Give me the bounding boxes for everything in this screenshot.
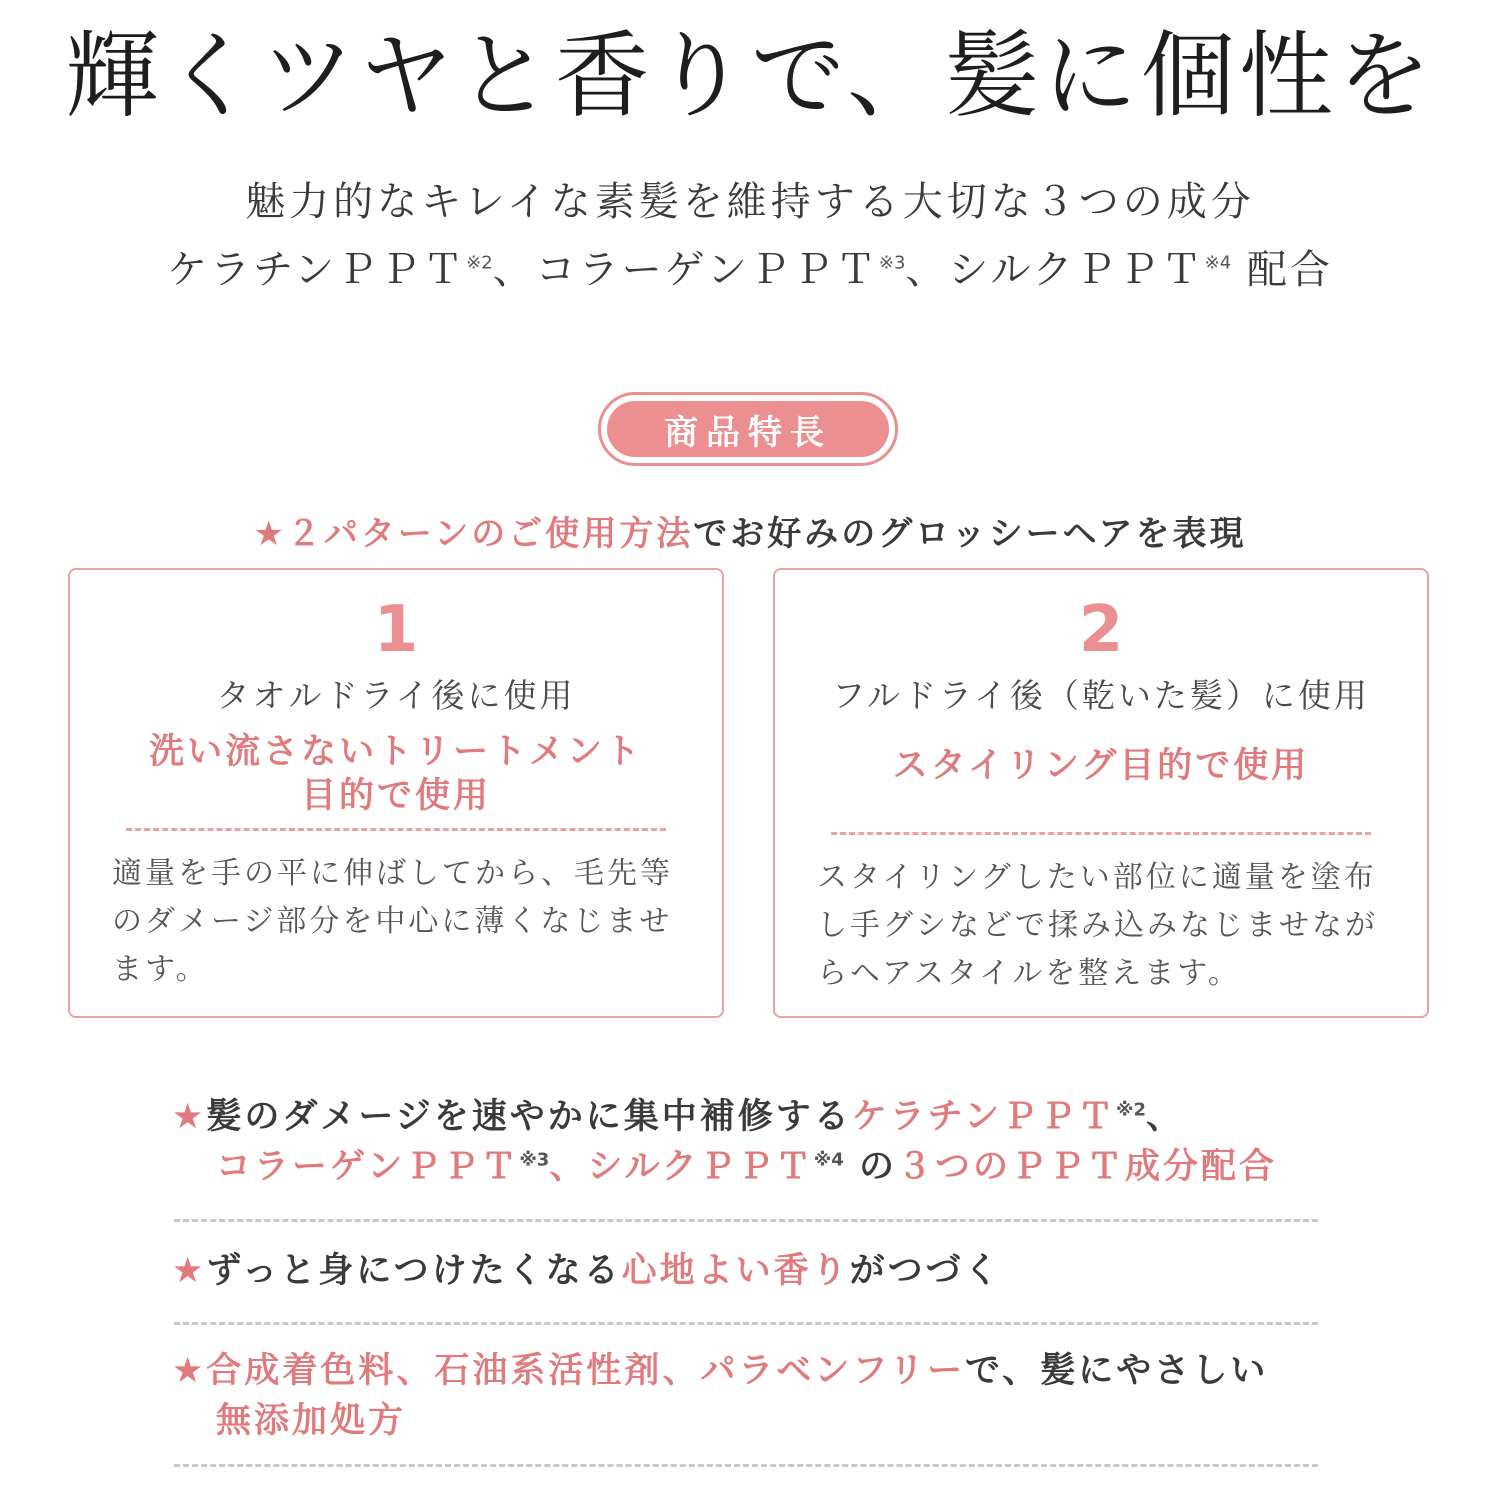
blend-label: 配合 xyxy=(1231,247,1333,293)
ingredient-collagen: コラーゲンＰＰＴ xyxy=(535,247,879,293)
dashed-divider xyxy=(831,832,1371,835)
footnote-mark: ※2 xyxy=(466,252,493,274)
usage-intro-highlight: ２パターンのご使用方法 xyxy=(286,514,694,554)
feature-item-scent xyxy=(172,1246,1332,1296)
usage-number: 2 xyxy=(1078,593,1124,667)
feature-text: 髪のダメージを速やかに集中補修する xyxy=(206,1097,852,1137)
usage-purpose xyxy=(70,730,722,818)
dashed-divider xyxy=(174,1219,1318,1222)
usage-description: 適量を手の平に伸ばしてから、毛先等のダメージ部分を中心に薄くなじませます。 xyxy=(112,856,673,987)
feature-text: で、髪にやさしい xyxy=(965,1351,1269,1391)
dashed-divider xyxy=(174,1322,1318,1325)
separator: 、 xyxy=(905,247,949,293)
feature-highlight: 心地よい香り xyxy=(621,1251,850,1291)
feature-item-ppt xyxy=(172,1092,1332,1192)
usage-description: スタイリングしたい部位に適量を塗布し手グシなどで揉み込みなじませながらヘアスタイルを整えます。 xyxy=(817,860,1378,991)
feature-text: ずっと身につけたくなる xyxy=(206,1251,622,1291)
feature-highlight: 合成着色料、石油系活性剤、パラベンフリー xyxy=(206,1351,965,1391)
usage-purpose-line: 洗い流さないトリートメント xyxy=(149,732,643,772)
usage-condition: フルドライ後（乾いた髪）に使用 xyxy=(832,676,1370,715)
feature-highlight: ケラチンＰＰＴ xyxy=(851,1097,1116,1137)
dashed-divider xyxy=(126,828,666,831)
footnote-mark: ※4 xyxy=(1204,252,1232,274)
usage-card-1 xyxy=(68,568,724,1018)
footnote-mark: ※3 xyxy=(878,252,906,274)
separator: 、 xyxy=(1146,1097,1185,1137)
feature-item-additive-free xyxy=(172,1346,1332,1446)
product-features-badge xyxy=(598,392,898,466)
star-icon: ★ xyxy=(172,1351,207,1391)
usage-purpose-line: 目的で使用 xyxy=(300,776,491,816)
dashed-divider xyxy=(174,1464,1318,1467)
usage-intro-text: でお好みのグロッシーヘアを表現 xyxy=(693,514,1247,554)
usage-purpose: スタイリング目的で使用 xyxy=(892,746,1310,786)
footnote-mark: ※3 xyxy=(519,1149,550,1171)
footnote-mark: ※2 xyxy=(1115,1099,1146,1121)
footnote-mark: ※4 xyxy=(813,1149,844,1171)
feature-highlight: 無添加処方 xyxy=(216,1401,407,1441)
headline: 輝くツヤと香りで、髪に個性を xyxy=(64,22,1436,131)
usage-intro xyxy=(0,506,1500,555)
feature-continuation xyxy=(172,1142,1332,1192)
feature-highlight: 、シルクＰＰＴ xyxy=(549,1147,814,1187)
feature-highlight: コラーゲンＰＰＴ xyxy=(216,1147,520,1187)
star-icon: ★ xyxy=(253,514,287,554)
ingredient-silk: シルクＰＰＴ xyxy=(948,247,1205,293)
usage-card-2 xyxy=(773,568,1429,1018)
feature-text: がつづく xyxy=(849,1251,1002,1291)
feature-text: の xyxy=(843,1147,897,1187)
ingredient-keratin: ケラチンＰＰＴ xyxy=(167,247,467,293)
usage-number: 1 xyxy=(373,593,419,667)
usage-condition: タオルドライ後に使用 xyxy=(216,676,576,715)
feature-highlight: ３つのＰＰＴ成分配合 xyxy=(897,1147,1278,1187)
badge-label: 商品特長 xyxy=(607,401,889,457)
subheading-line-2 xyxy=(0,244,1500,296)
star-icon: ★ xyxy=(172,1251,207,1291)
star-icon: ★ xyxy=(172,1097,207,1137)
separator: 、 xyxy=(492,247,536,293)
subheading-line-1: 魅力的なキレイな素髪を維持する大切な３つの成分 xyxy=(245,179,1255,225)
